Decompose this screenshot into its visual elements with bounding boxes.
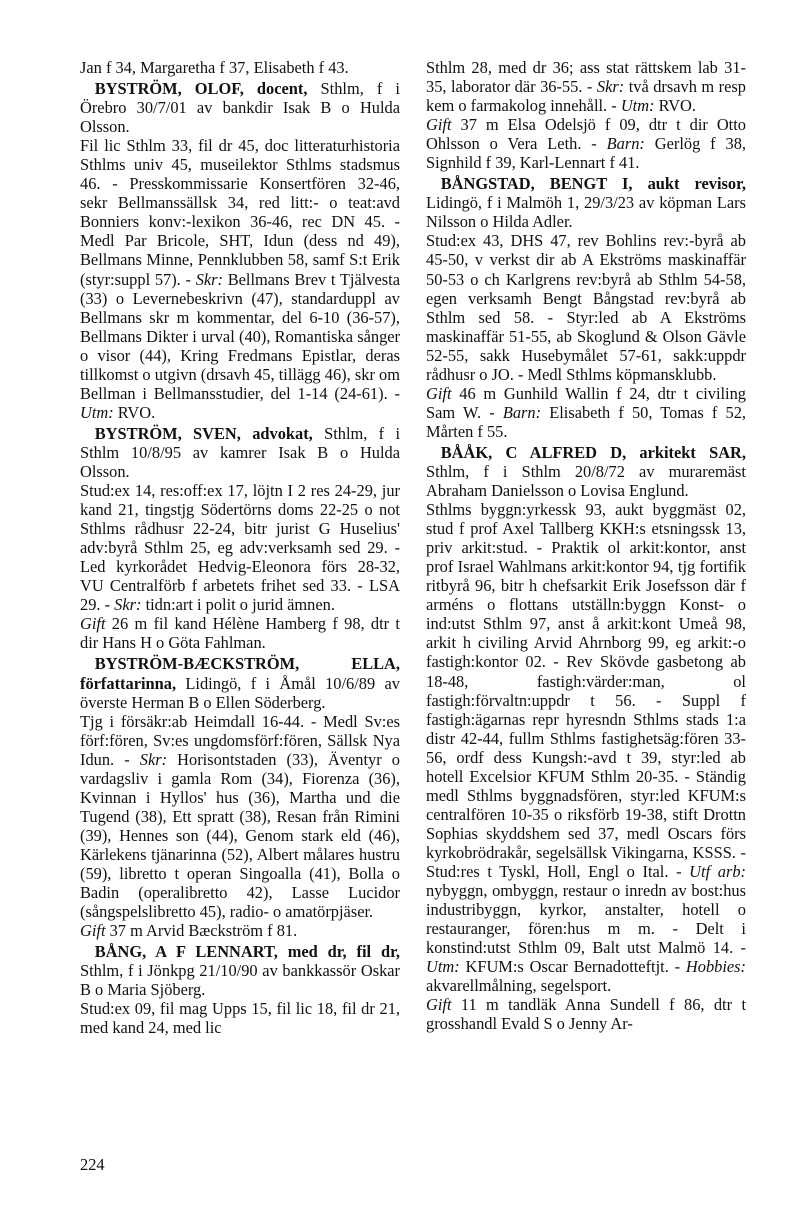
entry-text: Lidingö, f i Åmål 10/6/89 av överste Herman B o Ellen Söderberg. bbox=[80, 673, 400, 712]
entry-name: BYSTRÖM-BÆCKSTRÖM, ELLA, bbox=[94, 654, 400, 674]
biography-entry bbox=[80, 654, 400, 940]
entry-paragraph bbox=[426, 995, 746, 1033]
entry-heading-paragraph bbox=[426, 174, 746, 231]
entry-text: Jan f 34, Margaretha f 37, Elisabeth f 43. bbox=[80, 58, 349, 77]
entry-text: Elisabeth f 50, Tomas f 52, Mårten f 55. bbox=[426, 402, 746, 441]
entry-name: BYSTRÖM, SVEN, bbox=[94, 423, 241, 443]
entry-text: tidn:art i polit o jurid ämnen. bbox=[141, 595, 335, 615]
entry-text: Horisontstaden (33), Äventyr o vardagsliv i gamla Rom (34), Fiorenza (36), Kvinnan i Hyllos' hus (36), Martha und die Tugend (38), Ett spratt (38), Resan från Rimini (39), Hennes son (44), Genom stark eld (46), Kärlekens tjänarinna (52), Albert målares hustru (59), libretto t operan Singoalla (41), Bolla o Badin (operalibretto 42), Lasse Lucidor (sångspelslibretto 45), radio- o amatörpjäser. bbox=[80, 749, 400, 922]
left-column bbox=[80, 58, 400, 1039]
entry-occupation: med dr, fil dr, bbox=[287, 942, 400, 962]
section-label: Skr: bbox=[114, 595, 142, 615]
biography-entry bbox=[80, 79, 400, 422]
entry-text: 37 m Arvid Bæckström f 81. bbox=[105, 921, 298, 941]
entry-paragraph bbox=[426, 231, 746, 383]
entry-paragraph bbox=[426, 58, 746, 115]
entry-occupation: docent, bbox=[256, 79, 308, 99]
entry-occupation: advokat, bbox=[252, 423, 313, 443]
entry-paragraph bbox=[426, 500, 746, 995]
entry-name: BÅNGSTAD, BENGT I, bbox=[440, 174, 633, 194]
entry-paragraph bbox=[426, 384, 746, 441]
entry-heading-paragraph bbox=[80, 79, 400, 136]
entry-heading-paragraph bbox=[80, 654, 400, 711]
section-label: Utf arb: bbox=[689, 861, 746, 881]
entry-paragraph bbox=[80, 921, 400, 940]
entry-name: BÅÅK, C ALFRED D, bbox=[440, 442, 627, 462]
entry-text: Sthlm, f i Örebro 30/7/01 av bankdir Isak B o Hulda Olsson. bbox=[80, 79, 400, 137]
section-label: Gift bbox=[80, 614, 106, 634]
biography-entry bbox=[80, 942, 400, 1037]
entry-paragraph bbox=[80, 58, 400, 77]
entry-heading-paragraph bbox=[426, 443, 746, 500]
entry-paragraph bbox=[80, 999, 400, 1037]
entry-text: Gerlög f 38, Signhild f 39, Karl-Lennart f 41. bbox=[426, 134, 746, 173]
entry-occupation: arkitekt SAR, bbox=[639, 442, 746, 462]
entry-text: Sthlm, f i Sthlm 20/8/72 av muraremäst Abraham Danielsson o Lovisa Englund. bbox=[426, 461, 746, 501]
entry-text: 37 m Elsa Odelsjö f 09, dtr t dir Otto Ohlsson o Vera Leth. - bbox=[426, 115, 746, 154]
section-label: Skr: bbox=[139, 749, 168, 769]
entry-continuation bbox=[80, 58, 400, 77]
section-label: Skr: bbox=[195, 269, 223, 289]
section-label: Gift bbox=[80, 921, 106, 941]
section-label: Gift bbox=[426, 995, 452, 1015]
entry-paragraph bbox=[80, 712, 400, 922]
entry-name: BYSTRÖM, OLOF, bbox=[94, 79, 244, 99]
entry-paragraph bbox=[80, 481, 400, 614]
entry-text: 46 m Gunhild Wallin f 24, dtr t civiling Sam W. - bbox=[426, 383, 746, 422]
entry-text: nybyggn, ombyggn, restaur o inredn av bost:hus industribyggn, kyrkor, anstalter, hotell o restauranger, fören:hus m m. - Delt i konstind:utst Sthlm 09, Balt utst Malmö 14. - bbox=[426, 881, 746, 958]
entry-text: Stud:ex 14, res:off:ex 17, löjtn I 2 res 24-29, jur kand 21, tingstjg Södertörns doms 22-25 o not Sthlms rådhusr 22-24, bitr jurist G Huselius' adv:byrå Sthlm 25, eg adv:verksamh sed 29. - Led kyrkorådet Hedvig-Eleonora förs 28-32, VU Centralförb f arbetets frihet sed 33. - LSA 29. - bbox=[80, 481, 400, 615]
entry-text: Stud:ex 43, DHS 47, rev Bohlins rev:-byrå ab 45-50, v verkst dir ab A Ekströms maskinaffär 50-53 o ch Karlgrens rev:byrå ab Sthlm 54-58, egen verksamh Bengt Bångstad rev:byrå ab Sthlm sed 58. - Styr:led ab A Ekströms maskinaffär 51-55, ab Skoglund & Olson Gävle 52-55, sakk Husebymålet 57-61, sakk:uppdr rådhusr o JO. - Medl Sthlms köpmansklubb. bbox=[426, 231, 746, 384]
entry-text: två drsavh m resp kem o farmakolog innehåll. - bbox=[426, 77, 746, 116]
section-label: Skr: bbox=[596, 77, 625, 97]
entry-text: 11 m tandläk Anna Sundell f 86, dtr t grosshandl Evald S o Jenny Ar- bbox=[426, 995, 746, 1034]
entry-text: Sthlm, f i Jönkpg 21/10/90 av bankkassör Oskar B o Maria Sjöberg. bbox=[80, 961, 400, 1000]
entry-text: Sthlms byggn:yrkessk 93, aukt byggmäst 02, stud f prof Axel Tallberg KKH:s etsningssk 13, priv arkit:stud. - Praktik ol arkit:kontor, anst prof Israel Wahlmans arkit:kontor 94, tjg fortifik ritbyrå 96, bitr h chefsarkit Erik Josefsson där f arméns o flottans utställn:byggn Konst- o ind:utst Sthlm 97, anst å arkit:kont Umeå 98, arkit h civiling Arvid Ahrnborg 99, eg arkit:-o fastigh:kontor 02. - Rev Skövde gasbetong ab 18-48, fastigh:värder:man, ol fastigh:förvaltn:uppdr t 56. - Suppl f fastigh:ägarnas repr hyresndn Sthlms stads 1:a distr 42-44, fullm Sthlms fastighetsäg:fören 33-56, ordf dess Kungsh:-avd t 39, styr:led ab hotell Excelsior KFUM Sthlm 20-35. - Ständig medl Sthlms byggnadsfören, styr:led KFUM:s centralfören 10-35 o riksförb 19-38, stift Drottn Sophias skyddshem sed 37, medl Oscars förs kyrkobrödrakår, segelsällsk Vikingarna, KSSS. - Stud:res t Tyskl, Holl, Engl o Ital. - bbox=[426, 500, 746, 881]
entry-text: akvarellmålning, segelsport. bbox=[426, 976, 612, 996]
section-label: Gift bbox=[426, 115, 452, 135]
right-column bbox=[426, 58, 746, 1035]
biography-entry bbox=[426, 174, 746, 441]
entry-text: Bellmans Brev t Tjälvesta (33) o Levernebeskrivn (47), standarduppl av Bellmans skr m kommentar, del 6-10 (36-57), Bellmans Dikter i urval (40), Romantiska sånger o visor (44), Kring Fredmans Epistlar, deras tillkomst o utgivn (drsavh 45, tillägg 46), skr om Bellman i Bellmansstudier, del 1-14 (24-61). - bbox=[80, 269, 400, 403]
entry-name: BÅNG, A F LENNART, bbox=[94, 942, 278, 962]
section-label: Barn: bbox=[606, 134, 645, 154]
entry-text: 26 m fil kand Hélène Hamberg f 98, dtr t dir Hans H o Göta Fahlman. bbox=[80, 614, 400, 653]
section-label: Gift bbox=[426, 383, 452, 403]
entry-occupation: författarinna, bbox=[80, 673, 177, 693]
entry-paragraph bbox=[426, 115, 746, 172]
biography-entry bbox=[80, 424, 400, 653]
entry-paragraph bbox=[80, 614, 400, 652]
entry-occupation: aukt revisor, bbox=[647, 174, 746, 194]
entry-text: KFUM:s Oscar Bernadotteftjt. - bbox=[459, 957, 686, 977]
entry-text: Stud:ex 09, fil mag Upps 15, fil lic 18, fil dr 21, med kand 24, med lic bbox=[80, 999, 400, 1038]
entry-text: Lidingö, f i Malmöh 1, 29/3/23 av köpman Lars Nilsson o Hilda Adler. bbox=[426, 193, 746, 232]
biography-entry bbox=[426, 443, 746, 1033]
section-label: Utm: bbox=[80, 402, 114, 422]
entry-text: Fil lic Sthlm 33, fil dr 45, doc litteraturhistoria Sthlms univ 45, museilektor Sthlms stadsmus 46. - Presskommissarie Konsertfören 32-46, sekr Bellmanssällsk 34, red litt:- o teat:avd Bonniers konv:-lexikon 36-46, rec DN 45. - Medl Par Bricole, SHT, Idun (dess nd 49), Bellmans Minne, Pennklubben 58, samf S:t Erik (styr:suppl 57). - bbox=[80, 136, 400, 289]
entry-text: RVO. bbox=[113, 402, 156, 422]
section-label: Barn: bbox=[502, 402, 542, 422]
page-number: 224 bbox=[80, 1155, 105, 1174]
entry-text: Sthlm, f i Sthlm 10/8/95 av kamrer Isak B o Hulda Olsson. bbox=[80, 423, 400, 481]
section-label: Utm: bbox=[620, 96, 655, 116]
entry-continuation bbox=[426, 58, 746, 172]
entry-text: Tjg i försäkr:ab Heimdall 16-44. - Medl Sv:es förf:fören, Sv:es ungdomsförf:fören, Sällsk Nya Idun. - bbox=[80, 711, 400, 769]
section-label: Utm: bbox=[426, 957, 460, 977]
entry-paragraph bbox=[80, 136, 400, 422]
entry-heading-paragraph bbox=[80, 424, 400, 481]
section-label: Hobbies: bbox=[685, 957, 746, 977]
entry-text: RVO. bbox=[654, 96, 696, 116]
entry-text: Sthlm 28, med dr 36; ass stat rättskem lab 31-35, laborator där 36-55. - bbox=[426, 58, 746, 97]
entry-heading-paragraph bbox=[80, 942, 400, 999]
